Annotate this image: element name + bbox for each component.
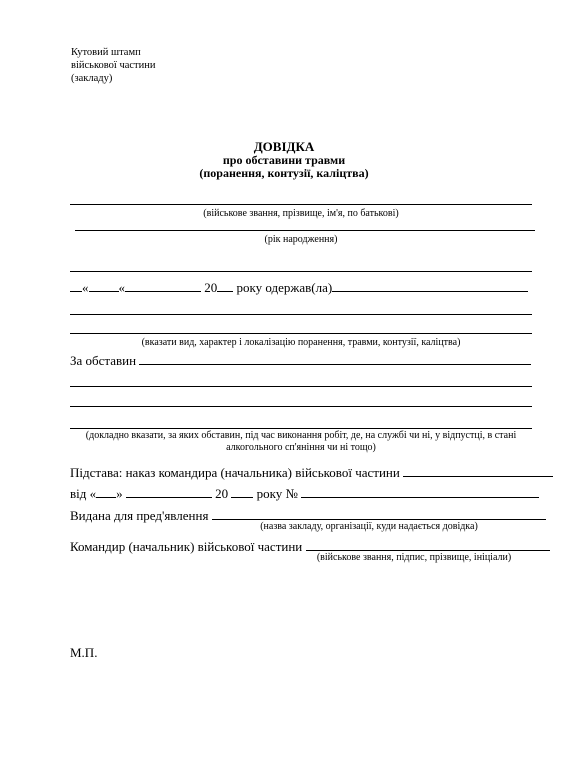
order-date-quote: »: [116, 486, 123, 501]
date-row-tail: року одержав(ла): [236, 280, 333, 295]
basis-row: [70, 465, 553, 481]
corner-stamp-label: [71, 46, 156, 85]
basis-field[interactable]: [403, 465, 553, 477]
order-year-blank[interactable]: [231, 486, 253, 498]
birth-year-caption: (рік народження): [264, 234, 338, 245]
document-subtitle-1: про обставини травми: [222, 153, 346, 167]
order-year-prefix: 20: [215, 486, 229, 501]
received-blank[interactable]: [332, 280, 528, 292]
seal-mark: М.П.: [70, 645, 98, 660]
stamp-line-1: Кутовий штамп: [71, 47, 141, 58]
basis-label: Підстава: наказ командира (начальника) військової частини: [70, 465, 400, 480]
issued-label: Видана для пред'явлення: [70, 508, 209, 523]
order-number-field[interactable]: [301, 486, 539, 498]
stamp-line-2: військової частини: [71, 60, 156, 71]
circumstances-line-3[interactable]: [70, 406, 532, 407]
document-subtitle-2: (поранення, контузії, каліцтва): [199, 166, 369, 180]
circumstances-caption-1: (докладно вказати, за яких обставин, під час виконання робіт, де, на службі чи ні, у відпустці, в стані: [85, 430, 517, 441]
birth-year-field[interactable]: [75, 230, 535, 231]
circumstances-label: За обставин: [70, 353, 137, 368]
order-number-label: року №: [256, 486, 298, 501]
day-blank[interactable]: [89, 280, 119, 292]
circumstances-row: [70, 353, 531, 369]
circumstances-field[interactable]: [139, 353, 531, 365]
injury-field-line-1[interactable]: [70, 314, 532, 315]
commander-label: Командир (начальник) військової частини: [70, 539, 303, 554]
order-date-label: від «: [70, 486, 97, 501]
order-date-row: [70, 486, 539, 502]
day-prefix-blank[interactable]: [70, 280, 82, 292]
circumstances-line-2[interactable]: [70, 386, 532, 387]
date-year-prefix: 20: [204, 280, 218, 295]
circumstances-line-4[interactable]: [70, 428, 532, 429]
issued-field[interactable]: [212, 508, 546, 520]
month-blank[interactable]: [125, 280, 201, 292]
rank-name-caption: (військове звання, прізвище, ім'я, по батькові): [203, 208, 399, 219]
commander-field[interactable]: [306, 539, 550, 551]
injury-caption: (вказати вид, характер і локалізацію поранення, травми, контузії, каліцтва): [141, 337, 461, 348]
injury-date-row: [70, 280, 528, 296]
circumstances-caption-2: алкогольного сп'яніння чи ні тощо): [226, 442, 376, 453]
year-blank[interactable]: [217, 280, 233, 292]
date-quote-close: «: [118, 280, 125, 295]
order-day-blank[interactable]: [96, 486, 116, 498]
signature-caption: (військове звання, підпис, прізвище, ініціали): [316, 552, 512, 563]
blank-line-1[interactable]: [70, 271, 532, 272]
rank-name-field[interactable]: [70, 204, 532, 205]
date-quote-open: «: [82, 280, 89, 295]
institution-caption: (назва закладу, організації, куди надається довідка): [260, 521, 478, 532]
order-month-blank[interactable]: [126, 486, 212, 498]
document-title: ДОВІДКА: [253, 139, 315, 154]
injury-field-line-2[interactable]: [70, 333, 532, 334]
stamp-line-3: (закладу): [71, 73, 113, 84]
